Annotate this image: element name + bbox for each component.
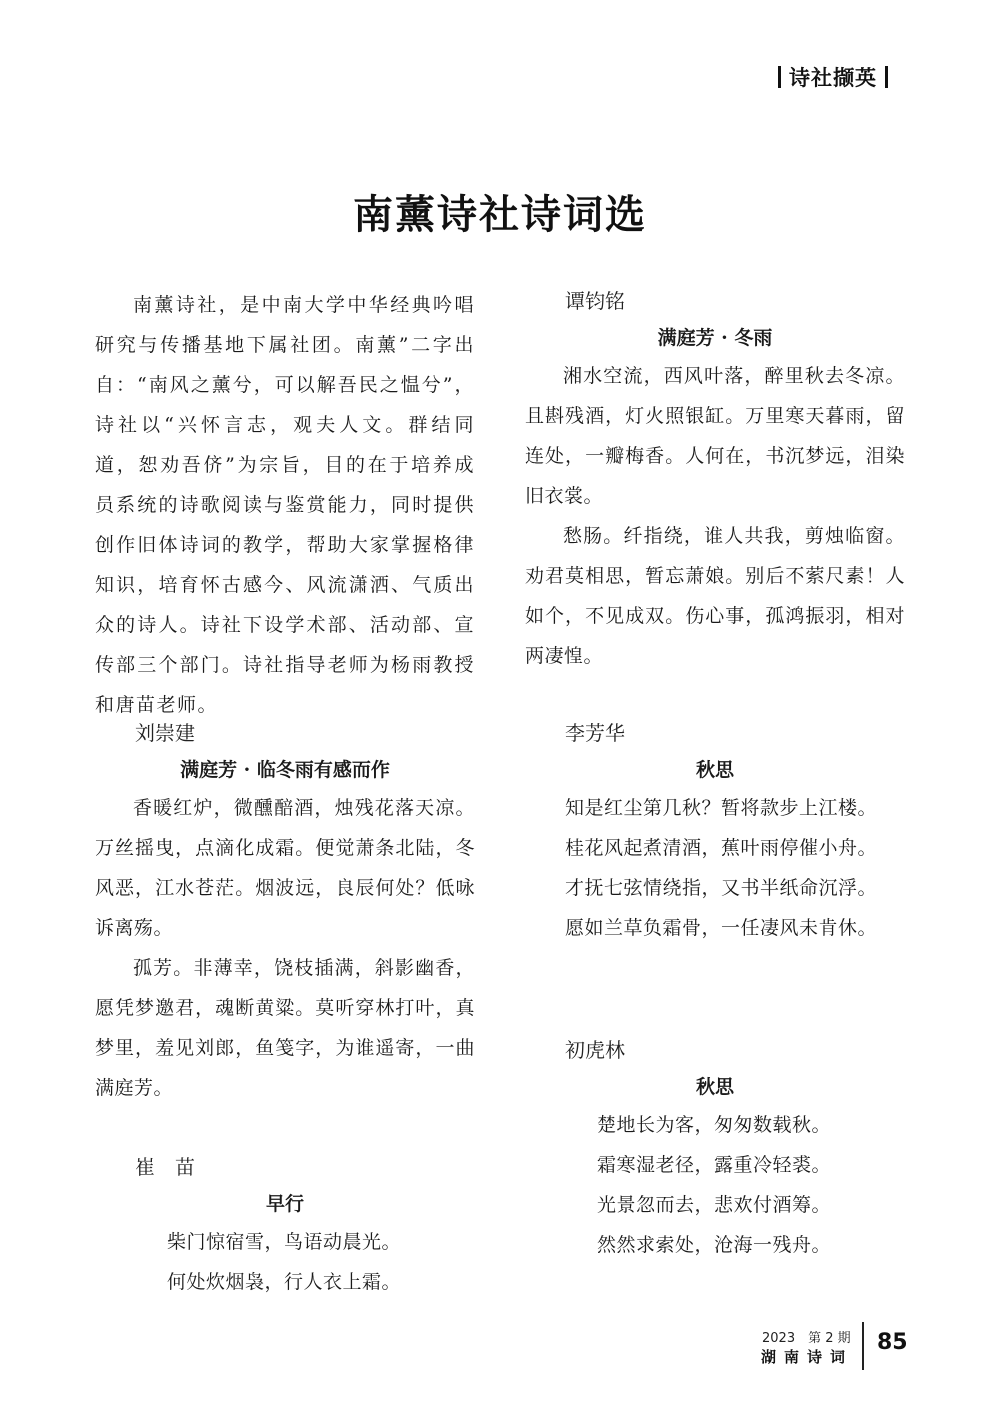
- intro-text: 南薰诗社，是中南大学中华经典吟唱研究与传播基地下属社团。南薰”二字出自：“南风之薰兮，可以解吾民之愠兮”，诗社以“兴怀言志，观夫人文。群结同道，恕劝吾侪”为宗旨，目的在于培养成员系统的诗歌阅读与鉴赏能力，同时提供创作旧体诗词的教学，帮助大家掌握格律知识，培育怀古感今、风流潇洒、气质出众的诗人。诗社下设学术部、活动部、宣传部三个部门。诗社指导老师为杨雨教授和唐苗老师。: [95, 294, 475, 716]
- poem-title: 秋思: [695, 759, 734, 781]
- poem-title: 满庭芳 · 冬雨: [657, 327, 773, 349]
- poem-paragraph: 香暖红炉，微醺醅酒，烛残花落天凉。万丝摇曳，点滴化成霜。便觉萧条北陆，冬风恶，江水苍茫。烟波远，良辰何处？低咏诉离殇。: [95, 797, 475, 939]
- poem-author: 谭钧铭: [565, 289, 625, 313]
- section-tag-label: 诗社撷英: [789, 66, 877, 90]
- poem-line: 才抚七弦情绕指，又书半纸命沉浮。: [565, 877, 878, 899]
- poem-line: 光景忽而去，悲欢付酒筹。: [597, 1194, 832, 1216]
- footer-divider: [862, 1322, 864, 1370]
- page-title: 南薰诗社诗词选: [353, 191, 647, 238]
- poem-cui: [95, 1152, 475, 1302]
- poem-author: 初虎林: [565, 1038, 625, 1062]
- footer-issue: 2023 第 2 期: [762, 1331, 851, 1346]
- poem-chu: [525, 1035, 905, 1265]
- poem-paragraph: 孤芳。非薄幸，饶枝插满，斜影幽香，愿凭梦邀君，魂断黄粱。莫听穿林打叶，真梦里，羞见刘郎，鱼笺字，为谁遥寄，一曲满庭芳。: [95, 957, 475, 1099]
- poem-line: 桂花风起煮清酒，蕉叶雨停催小舟。: [565, 837, 878, 859]
- poem-author: 刘崇建: [135, 721, 195, 745]
- poem-line: 霜寒湿老径，露重冷轻裘。: [597, 1154, 832, 1176]
- poem-author: 崔 苗: [135, 1155, 195, 1179]
- poem-author: 李芳华: [565, 721, 625, 745]
- section-tag-left-bar: [778, 66, 781, 88]
- poem-paragraph: 湘水空流，西风叶落，醉里秋去冬凉。且斟残酒，灯火照银缸。万里寒天暮雨，留连处，一瓣梅香。人何在，书沉梦远，泪染旧衣裳。: [525, 365, 905, 507]
- poem-liu: [95, 718, 475, 1108]
- poem-paragraph: 愁肠。纤指绕，谁人共我，剪烛临窗。劝君莫相思，暂忘萧娘。别后不萦尺素！人如个，不见成双。伤心事，孤鸿振羽，相对两凄惶。: [525, 525, 905, 667]
- page-number: 85: [877, 1330, 908, 1355]
- section-tag-right-bar: [885, 66, 888, 88]
- footer-magazine-name: 湖南诗词: [761, 1348, 854, 1366]
- section-tag: [770, 62, 896, 92]
- intro-block: [95, 285, 475, 725]
- poem-line: 何处炊烟袅，行人衣上霜。: [167, 1271, 402, 1293]
- poem-line: 知是红尘第几秋？暂将款步上江楼。: [565, 797, 878, 819]
- poem-li: [525, 718, 905, 948]
- poem-line: 楚地长为客，匆匆数载秋。: [597, 1114, 832, 1136]
- poem-tan: [525, 286, 905, 676]
- poem-title: 满庭芳 · 临冬雨有感而作: [180, 759, 390, 781]
- poem-line: 柴门惊宿雪，鸟语动晨光。: [167, 1231, 402, 1253]
- poem-line: 然然求索处，沧海一残舟。: [597, 1234, 832, 1256]
- poem-title: 早行: [265, 1193, 304, 1215]
- poem-line: 愿如兰草负霜骨，一任凄风未肯休。: [565, 917, 878, 939]
- poem-title: 秋思: [695, 1076, 734, 1098]
